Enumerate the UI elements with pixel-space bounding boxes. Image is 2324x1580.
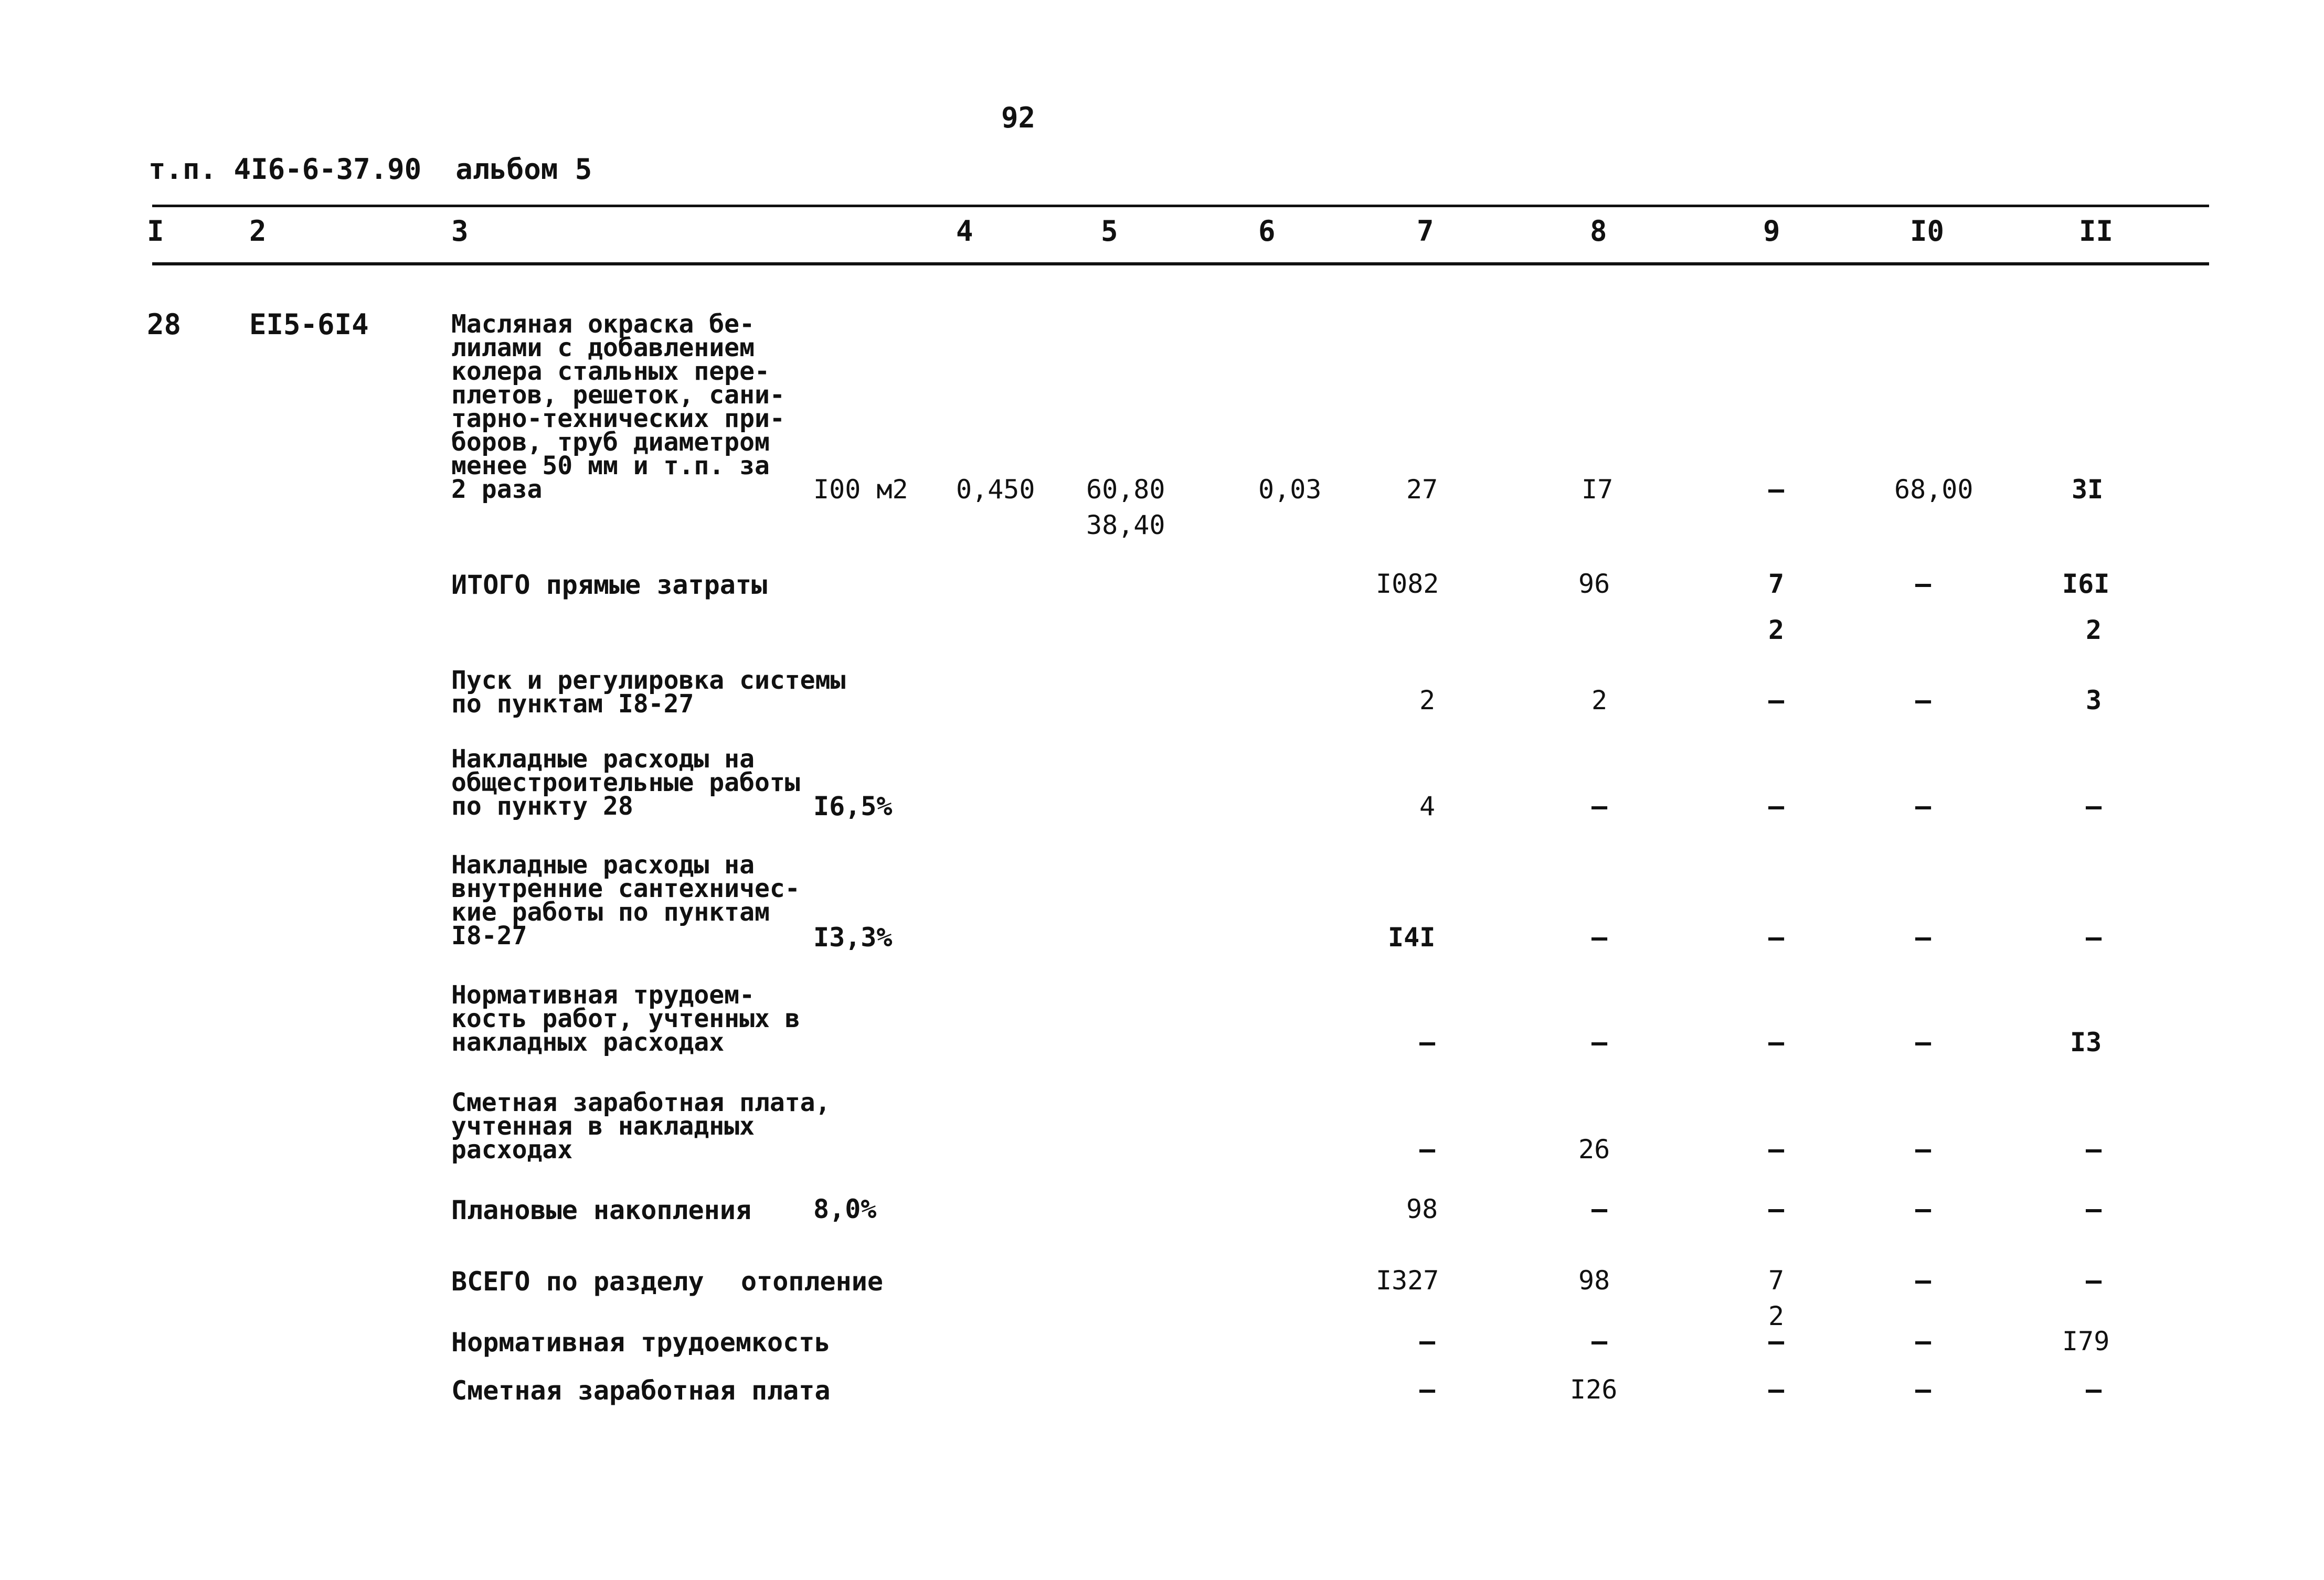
cell-col-9: – (1768, 685, 1785, 716)
row-label: Накладные расходы на внутренние сантехничес- кие работы по пунктам I8-27 (451, 850, 800, 951)
cell-col-11: – (2086, 791, 2102, 821)
cell-col-11: I6I (2062, 569, 2110, 599)
row-label: Сметная заработная плата, учтенная в накладных расходах (451, 1088, 831, 1165)
cell-col-7: I082 (1376, 569, 1439, 599)
cell-col-9: 7 (1768, 1265, 1785, 1296)
cell-col-10: – (1915, 1027, 1932, 1058)
cell-col-8: 98 (1578, 1265, 1610, 1296)
column-header: 3 (451, 215, 469, 248)
cell-col-10: 68,00 (1894, 474, 1973, 505)
row-number: 28 (147, 308, 182, 341)
cell-col-6: 0,03 (1258, 474, 1322, 505)
column-header: 2 (249, 215, 267, 248)
cell-col-8: – (1591, 1326, 1608, 1357)
cell-col-9: – (1768, 1326, 1785, 1357)
row-label: Нормативная трудоемкость (451, 1327, 831, 1358)
cell-col-11-line-2: 2 (2086, 615, 2102, 645)
cell-col-11: – (2086, 1134, 2102, 1165)
cell-col-10: – (1915, 1194, 1932, 1224)
cell-col-5-line-2: 38,40 (1086, 510, 1165, 540)
cell-col-11: I3 (2070, 1027, 2102, 1058)
cell-col-5: 60,80 (1086, 474, 1165, 505)
cell-col-7: – (1419, 1027, 1436, 1058)
rate: I6,5% (813, 791, 893, 821)
row-label: Плановые накопления (451, 1195, 751, 1225)
cell-col-8: – (1591, 922, 1608, 953)
column-header: I (147, 215, 164, 248)
cell-col-7: I327 (1376, 1265, 1439, 1296)
cell-col-9: – (1768, 1134, 1785, 1165)
cell-col-7: I4I (1388, 922, 1436, 953)
cell-col-11: 3 (2086, 685, 2102, 716)
cell-col-9: – (1768, 922, 1785, 953)
cell-col-4: 0,450 (956, 474, 1035, 505)
cell-col-10: – (1915, 1265, 1932, 1296)
cell-col-11: 3I (2072, 474, 2104, 505)
table-header-rule (152, 262, 2209, 265)
cell-col-11: – (2086, 1265, 2102, 1296)
cell-col-8: – (1591, 1194, 1608, 1224)
column-header: 5 (1101, 215, 1118, 248)
row-label: Нормативная трудоем- кость работ, учтенных в накладных расходах (451, 980, 800, 1057)
page-number: 92 (1001, 101, 1036, 134)
row-label: Накладные расходы на общестроительные работы по пункту 28 (451, 744, 800, 821)
cell-col-7: 98 (1406, 1194, 1438, 1224)
rate: I3,3% (813, 922, 893, 953)
cell-col-7: 27 (1406, 474, 1438, 505)
cell-col-9: – (1768, 474, 1785, 505)
cell-col-8: I26 (1570, 1374, 1618, 1405)
cell-col-10: – (1915, 1326, 1932, 1357)
column-header: 9 (1763, 215, 1780, 248)
cell-col-9: – (1768, 1027, 1785, 1058)
cell-col-10: – (1915, 922, 1932, 953)
cell-col-10: – (1915, 569, 1932, 599)
work-description: Масляная окраска бе- лилами с добавлением колера стальных пере- плетов, решеток, сани- тарно-технических при- боров, труб диаметром менее 50 мм и т.п. за 2 раза (451, 309, 785, 504)
column-header: 4 (956, 215, 973, 248)
cell-col-9: – (1768, 1194, 1785, 1224)
table-top-rule (152, 205, 2209, 207)
cell-col-9-line-2: 2 (1768, 1301, 1785, 1331)
cell-col-10: – (1915, 1374, 1932, 1405)
column-header: 8 (1590, 215, 1607, 248)
cell-col-9: – (1768, 1374, 1785, 1405)
cell-col-11: – (2086, 1194, 2102, 1224)
document-reference: т.п. 4I6-6-37.90 альбом 5 (148, 153, 592, 186)
column-header: I0 (1910, 215, 1945, 248)
cell-col-9: 7 (1768, 569, 1785, 599)
cell-col-7: – (1419, 1326, 1436, 1357)
row-label: ВСЕГО по разделу (451, 1266, 704, 1297)
column-header: 7 (1417, 215, 1434, 248)
row-label: Пуск и регулировка системы по пунктам I8-27 (451, 666, 846, 719)
cell-col-8: 26 (1578, 1134, 1610, 1165)
row-label: Сметная заработная плата (451, 1375, 831, 1406)
section-name: отопление (741, 1266, 883, 1297)
cell-col-7: 4 (1419, 791, 1436, 821)
cell-col-10: – (1915, 685, 1932, 716)
cell-col-11: – (2086, 922, 2102, 953)
rate: 8,0% (813, 1194, 877, 1224)
cell-col-8: I7 (1582, 474, 1614, 505)
cell-col-8: – (1591, 1027, 1608, 1058)
cell-col-10: – (1915, 791, 1932, 821)
row-label: ИТОГО прямые затраты (451, 570, 768, 600)
column-header: II (2079, 215, 2114, 248)
cell-col-7: 2 (1419, 685, 1436, 716)
column-header: 6 (1258, 215, 1276, 248)
cell-col-11: – (2086, 1374, 2102, 1405)
unit: I00 м2 (813, 474, 908, 505)
cell-col-9: – (1768, 791, 1785, 821)
cell-col-7: – (1419, 1374, 1436, 1405)
cell-col-7: – (1419, 1134, 1436, 1165)
cell-col-8: – (1591, 791, 1608, 821)
cell-col-9-line-2: 2 (1768, 615, 1785, 645)
cell-col-8: 2 (1591, 685, 1608, 716)
cell-col-11: I79 (2062, 1326, 2110, 1357)
rate-code: EI5-6I4 (249, 308, 369, 341)
cell-col-8: 96 (1578, 569, 1610, 599)
cell-col-10: – (1915, 1134, 1932, 1165)
